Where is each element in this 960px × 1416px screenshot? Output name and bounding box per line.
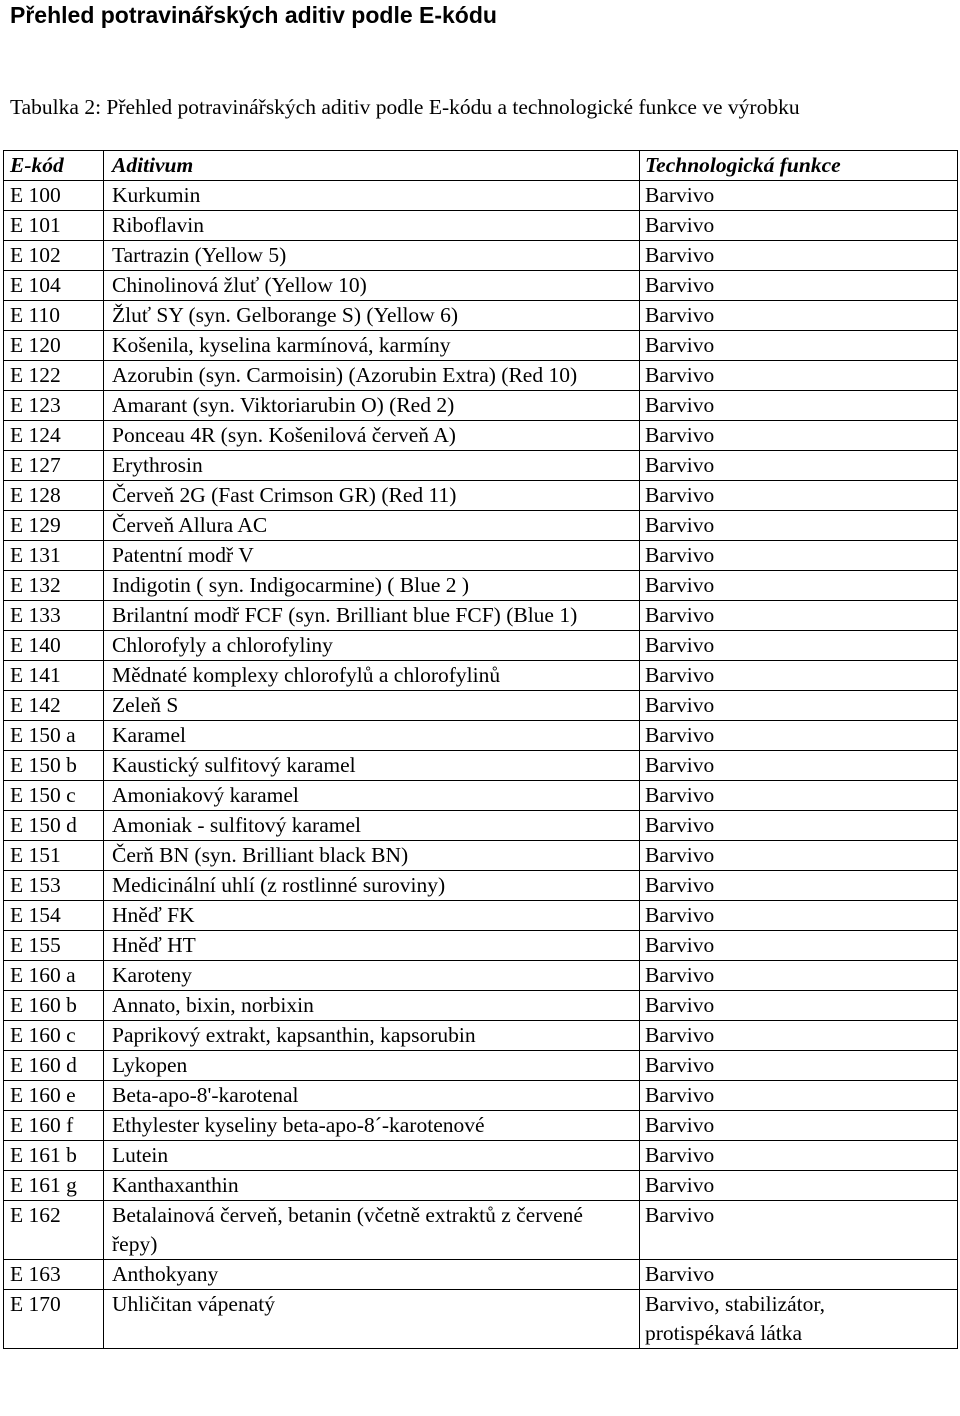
cell-additive — [104, 541, 640, 571]
table-row — [4, 391, 958, 421]
cell-additive — [104, 751, 640, 781]
table-row — [4, 1081, 958, 1111]
cell-additive — [104, 931, 640, 961]
cell-additive-text: Uhličitan vápenatý — [112, 1292, 275, 1316]
table-row — [4, 481, 958, 511]
cell-function — [640, 991, 958, 1021]
cell-ecode — [4, 451, 104, 481]
cell-additive-text: Karamel — [112, 723, 187, 747]
cell-ecode — [4, 721, 104, 751]
table-row — [4, 1141, 958, 1171]
cell-additive-text: Azorubin (syn. Carmoisin) (Azorubin Extra) (Red 10) — [112, 363, 578, 387]
table-row — [4, 511, 958, 541]
cell-function-text: Barvivo — [645, 663, 715, 687]
cell-function — [640, 721, 958, 751]
cell-function-text: Barvivo — [645, 873, 715, 897]
cell-function — [640, 301, 958, 331]
cell-function-text: Barvivo — [645, 363, 715, 387]
cell-ecode-text: E 160 e — [10, 1083, 76, 1107]
cell-ecode — [4, 301, 104, 331]
table-row — [4, 331, 958, 361]
table-row — [4, 721, 958, 751]
cell-ecode — [4, 871, 104, 901]
cell-ecode — [4, 751, 104, 781]
cell-function-text: Barvivo — [645, 1023, 715, 1047]
table-row — [4, 751, 958, 781]
table-row — [4, 841, 958, 871]
cell-additive — [104, 451, 640, 481]
cell-function-text: Barvivo — [645, 633, 715, 657]
cell-additive — [104, 721, 640, 751]
cell-function — [640, 841, 958, 871]
header-function: Technologická funkce — [640, 151, 958, 181]
cell-ecode-text: E 120 — [10, 333, 61, 357]
cell-additive — [104, 961, 640, 991]
cell-additive-text: Patentní modř V — [112, 543, 254, 567]
cell-function-text: Barvivo — [645, 393, 715, 417]
cell-additive-text: Červeň Allura AC — [112, 513, 268, 537]
cell-function — [640, 181, 958, 211]
cell-function — [640, 1171, 958, 1201]
cell-function — [640, 811, 958, 841]
cell-ecode-text: E 142 — [10, 693, 61, 717]
cell-ecode-text: E 160 d — [10, 1053, 77, 1077]
cell-ecode — [4, 1260, 104, 1290]
cell-additive-text: Kurkumin — [112, 183, 201, 207]
cell-ecode-text: E 123 — [10, 393, 61, 417]
cell-function — [640, 1081, 958, 1111]
cell-function-text: Barvivo — [645, 333, 715, 357]
cell-additive — [104, 811, 640, 841]
cell-additive-text: Amoniak - sulfitový karamel — [112, 813, 361, 837]
cell-ecode-text: E 102 — [10, 243, 61, 267]
cell-function-text: Barvivo — [645, 723, 715, 747]
cell-additive-text: Indigotin ( syn. Indigocarmine) ( Blue 2 ) — [112, 573, 470, 597]
cell-function-text: Barvivo — [645, 453, 715, 477]
cell-ecode — [4, 841, 104, 871]
cell-additive-text: Lutein — [112, 1143, 169, 1167]
cell-additive — [104, 1290, 640, 1349]
cell-function — [640, 931, 958, 961]
cell-ecode-text: E 150 d — [10, 813, 77, 837]
cell-function-text: Barvivo — [645, 843, 715, 867]
cell-ecode — [4, 511, 104, 541]
table-row — [4, 991, 958, 1021]
cell-ecode — [4, 601, 104, 631]
cell-additive-text: Ponceau 4R (syn. Košenilová červeň A) — [112, 423, 456, 447]
cell-ecode — [4, 1021, 104, 1051]
cell-function-text: Barvivo — [645, 1083, 715, 1107]
cell-additive-text: Mědnaté komplexy chlorofylů a chlorofylinů — [112, 663, 501, 687]
table-row — [4, 271, 958, 301]
cell-ecode — [4, 241, 104, 271]
cell-ecode — [4, 541, 104, 571]
cell-function — [640, 391, 958, 421]
cell-additive-text: Červeň 2G (Fast Crimson GR) (Red 11) — [112, 483, 457, 507]
cell-additive-text: Chlorofyly a chlorofyliny — [112, 633, 333, 657]
cell-ecode-text: E 128 — [10, 483, 61, 507]
cell-ecode — [4, 691, 104, 721]
cell-additive-text: Brilantní modř FCF (syn. Brilliant blue FCF) (Blue 1) — [112, 603, 578, 627]
cell-additive — [104, 511, 640, 541]
table-header-row — [4, 151, 958, 181]
cell-ecode-text: E 101 — [10, 213, 61, 237]
cell-ecode-text: E 160 c — [10, 1023, 76, 1047]
cell-function-text: Barvivo — [645, 993, 715, 1017]
cell-function — [640, 511, 958, 541]
table-caption: Tabulka 2: Přehled potravinářských aditiv podle E-kódu a technologické funkce ve výrobku — [10, 95, 800, 119]
table-row — [4, 901, 958, 931]
cell-additive-text: Betalainová červeň, betanin (včetně extraktů z červené řepy) — [112, 1203, 583, 1256]
table-row — [4, 1171, 958, 1201]
cell-additive — [104, 211, 640, 241]
cell-ecode-text: E 100 — [10, 183, 61, 207]
cell-function-text: Barvivo — [645, 183, 715, 207]
cell-function — [640, 601, 958, 631]
cell-additive — [104, 661, 640, 691]
table-row — [4, 1290, 958, 1349]
cell-function — [640, 901, 958, 931]
cell-ecode-text: E 133 — [10, 603, 61, 627]
cell-function — [640, 1141, 958, 1171]
table-row — [4, 781, 958, 811]
cell-function-text: Barvivo — [645, 303, 715, 327]
cell-additive — [104, 481, 640, 511]
cell-function — [640, 361, 958, 391]
cell-function-text: Barvivo — [645, 603, 715, 627]
cell-additive — [104, 1021, 640, 1051]
cell-ecode-text: E 161 b — [10, 1143, 77, 1167]
cell-additive — [104, 361, 640, 391]
cell-additive — [104, 691, 640, 721]
cell-ecode — [4, 1171, 104, 1201]
cell-ecode — [4, 1290, 104, 1349]
cell-function-text: Barvivo — [645, 423, 715, 447]
cell-ecode-text: E 150 b — [10, 753, 77, 777]
table-row — [4, 691, 958, 721]
cell-ecode — [4, 1051, 104, 1081]
table-row — [4, 1201, 958, 1260]
cell-additive — [104, 241, 640, 271]
cell-ecode-text: E 122 — [10, 363, 61, 387]
cell-ecode — [4, 421, 104, 451]
cell-function — [640, 271, 958, 301]
cell-additive — [104, 391, 640, 421]
cell-additive-text: Beta-apo-8'-karotenal — [112, 1083, 299, 1107]
cell-ecode — [4, 1081, 104, 1111]
cell-ecode-text: E 160 a — [10, 963, 76, 987]
cell-function-text: Barvivo — [645, 573, 715, 597]
cell-additive — [104, 301, 640, 331]
cell-function — [640, 331, 958, 361]
cell-additive — [104, 841, 640, 871]
cell-ecode — [4, 331, 104, 361]
cell-additive — [104, 991, 640, 1021]
cell-additive — [104, 1260, 640, 1290]
cell-ecode — [4, 931, 104, 961]
cell-ecode-text: E 141 — [10, 663, 61, 687]
cell-function — [640, 1201, 958, 1260]
cell-function-text: Barvivo — [645, 753, 715, 777]
page-title: Přehled potravinářských aditiv podle E-kódu — [10, 2, 497, 28]
cell-ecode-text: E 160 f — [10, 1113, 74, 1137]
cell-additive-text: Hněď FK — [112, 903, 195, 927]
cell-function-text: Barvivo — [645, 693, 715, 717]
additives-table — [3, 150, 958, 1349]
cell-ecode-text: E 155 — [10, 933, 61, 957]
cell-function-text: Barvivo — [645, 243, 715, 267]
cell-ecode — [4, 481, 104, 511]
cell-ecode — [4, 361, 104, 391]
cell-ecode — [4, 811, 104, 841]
cell-ecode — [4, 1201, 104, 1260]
cell-ecode — [4, 271, 104, 301]
cell-additive-text: Ethylester kyseliny beta-apo-8´-karotenové — [112, 1113, 485, 1137]
cell-ecode-text: E 140 — [10, 633, 61, 657]
cell-function — [640, 631, 958, 661]
cell-function-text: Barvivo — [645, 1262, 715, 1286]
cell-function-text: Barvivo — [645, 963, 715, 987]
cell-function — [640, 1290, 958, 1349]
table-row — [4, 961, 958, 991]
cell-function — [640, 691, 958, 721]
cell-additive-text: Tartrazin (Yellow 5) — [112, 243, 287, 267]
cell-function — [640, 1051, 958, 1081]
cell-function-text: Barvivo, stabilizátor, protispékavá látka — [645, 1292, 826, 1345]
cell-additive — [104, 901, 640, 931]
cell-function-text: Barvivo — [645, 1143, 715, 1167]
cell-additive-text: Kanthaxanthin — [112, 1173, 239, 1197]
cell-ecode-text: E 163 — [10, 1262, 61, 1286]
table-row — [4, 871, 958, 901]
table-row — [4, 541, 958, 571]
cell-ecode-text: E 104 — [10, 273, 61, 297]
cell-additive-text: Riboflavin — [112, 213, 204, 237]
cell-additive — [104, 1081, 640, 1111]
cell-additive — [104, 181, 640, 211]
cell-function-text: Barvivo — [645, 1173, 715, 1197]
cell-additive-text: Hněď HT — [112, 933, 196, 957]
cell-function-text: Barvivo — [645, 213, 715, 237]
cell-function-text: Barvivo — [645, 1053, 715, 1077]
cell-ecode — [4, 1141, 104, 1171]
cell-additive-text: Amoniakový karamel — [112, 783, 299, 807]
cell-additive-text: Medicinální uhlí (z rostlinné suroviny) — [112, 873, 446, 897]
cell-additive — [104, 331, 640, 361]
cell-ecode-text: E 170 — [10, 1292, 61, 1316]
table-row — [4, 811, 958, 841]
cell-ecode-text: E 132 — [10, 573, 61, 597]
table-row — [4, 1051, 958, 1081]
cell-function — [640, 541, 958, 571]
cell-ecode — [4, 661, 104, 691]
cell-function — [640, 1260, 958, 1290]
cell-ecode — [4, 391, 104, 421]
cell-function — [640, 1021, 958, 1051]
table-body — [4, 181, 958, 1349]
cell-ecode — [4, 571, 104, 601]
table-row — [4, 571, 958, 601]
cell-function-text: Barvivo — [645, 783, 715, 807]
cell-function — [640, 451, 958, 481]
cell-additive-text: Annato, bixin, norbixin — [112, 993, 314, 1017]
cell-additive-text: Chinolinová žluť (Yellow 10) — [112, 273, 367, 297]
cell-function-text: Barvivo — [645, 813, 715, 837]
table-row — [4, 1260, 958, 1290]
cell-ecode-text: E 129 — [10, 513, 61, 537]
cell-additive — [104, 421, 640, 451]
cell-function — [640, 571, 958, 601]
cell-additive-text: Erythrosin — [112, 453, 203, 477]
table-row — [4, 301, 958, 331]
table-row — [4, 361, 958, 391]
cell-function-text: Barvivo — [645, 1113, 715, 1137]
cell-ecode — [4, 1111, 104, 1141]
cell-additive — [104, 631, 640, 661]
cell-additive — [104, 571, 640, 601]
cell-additive-text: Paprikový extrakt, kapsanthin, kapsorubin — [112, 1023, 476, 1047]
cell-additive-text: Amarant (syn. Viktoriarubin O) (Red 2) — [112, 393, 455, 417]
cell-additive-text: Zeleň S — [112, 693, 179, 717]
cell-ecode — [4, 781, 104, 811]
cell-function — [640, 961, 958, 991]
cell-function — [640, 481, 958, 511]
cell-additive — [104, 781, 640, 811]
cell-ecode-text: E 124 — [10, 423, 61, 447]
cell-ecode-text: E 161 g — [10, 1173, 77, 1197]
cell-additive — [104, 601, 640, 631]
cell-additive — [104, 271, 640, 301]
cell-additive-text: Karoteny — [112, 963, 192, 987]
cell-additive-text: Žluť SY (syn. Gelborange S) (Yellow 6) — [112, 303, 458, 327]
cell-ecode — [4, 901, 104, 931]
cell-function — [640, 751, 958, 781]
table-row — [4, 931, 958, 961]
cell-ecode-text: E 153 — [10, 873, 61, 897]
cell-function-text: Barvivo — [645, 483, 715, 507]
cell-additive — [104, 1111, 640, 1141]
cell-additive — [104, 1171, 640, 1201]
cell-function — [640, 421, 958, 451]
header-ecode: E-kód — [4, 151, 104, 181]
cell-function — [640, 781, 958, 811]
cell-additive — [104, 1051, 640, 1081]
table-row — [4, 631, 958, 661]
table-row — [4, 241, 958, 271]
cell-function — [640, 211, 958, 241]
cell-ecode-text: E 150 a — [10, 723, 76, 747]
cell-function-text: Barvivo — [645, 543, 715, 567]
table-row — [4, 661, 958, 691]
cell-additive-text: Košenila, kyselina karmínová, karmíny — [112, 333, 451, 357]
cell-ecode — [4, 961, 104, 991]
cell-function — [640, 1111, 958, 1141]
table-row — [4, 1111, 958, 1141]
cell-ecode — [4, 181, 104, 211]
cell-additive-text: Anthokyany — [112, 1262, 219, 1286]
cell-ecode-text: E 131 — [10, 543, 61, 567]
table-row — [4, 421, 958, 451]
cell-ecode-text: E 110 — [10, 303, 60, 327]
header-additive: Aditivum — [104, 151, 640, 181]
cell-function-text: Barvivo — [645, 1203, 715, 1227]
cell-ecode-text: E 150 c — [10, 783, 76, 807]
cell-ecode — [4, 991, 104, 1021]
cell-additive — [104, 1141, 640, 1171]
cell-additive — [104, 871, 640, 901]
cell-function-text: Barvivo — [645, 933, 715, 957]
table-row — [4, 211, 958, 241]
cell-ecode-text: E 162 — [10, 1203, 61, 1227]
cell-ecode-text: E 160 b — [10, 993, 77, 1017]
cell-ecode — [4, 631, 104, 661]
cell-ecode — [4, 211, 104, 241]
cell-ecode-text: E 127 — [10, 453, 61, 477]
table-row — [4, 601, 958, 631]
cell-additive-text: Čerň BN (syn. Brilliant black BN) — [112, 843, 409, 867]
cell-ecode-text: E 151 — [10, 843, 61, 867]
table-row — [4, 1021, 958, 1051]
cell-function-text: Barvivo — [645, 513, 715, 537]
cell-additive-text: Kaustický sulfitový karamel — [112, 753, 356, 777]
cell-additive-text: Lykopen — [112, 1053, 188, 1077]
table-row — [4, 451, 958, 481]
cell-function — [640, 871, 958, 901]
cell-function-text: Barvivo — [645, 273, 715, 297]
cell-additive — [104, 1201, 640, 1260]
cell-function — [640, 661, 958, 691]
table-row — [4, 181, 958, 211]
cell-function-text: Barvivo — [645, 903, 715, 927]
cell-function — [640, 241, 958, 271]
cell-ecode-text: E 154 — [10, 903, 61, 927]
